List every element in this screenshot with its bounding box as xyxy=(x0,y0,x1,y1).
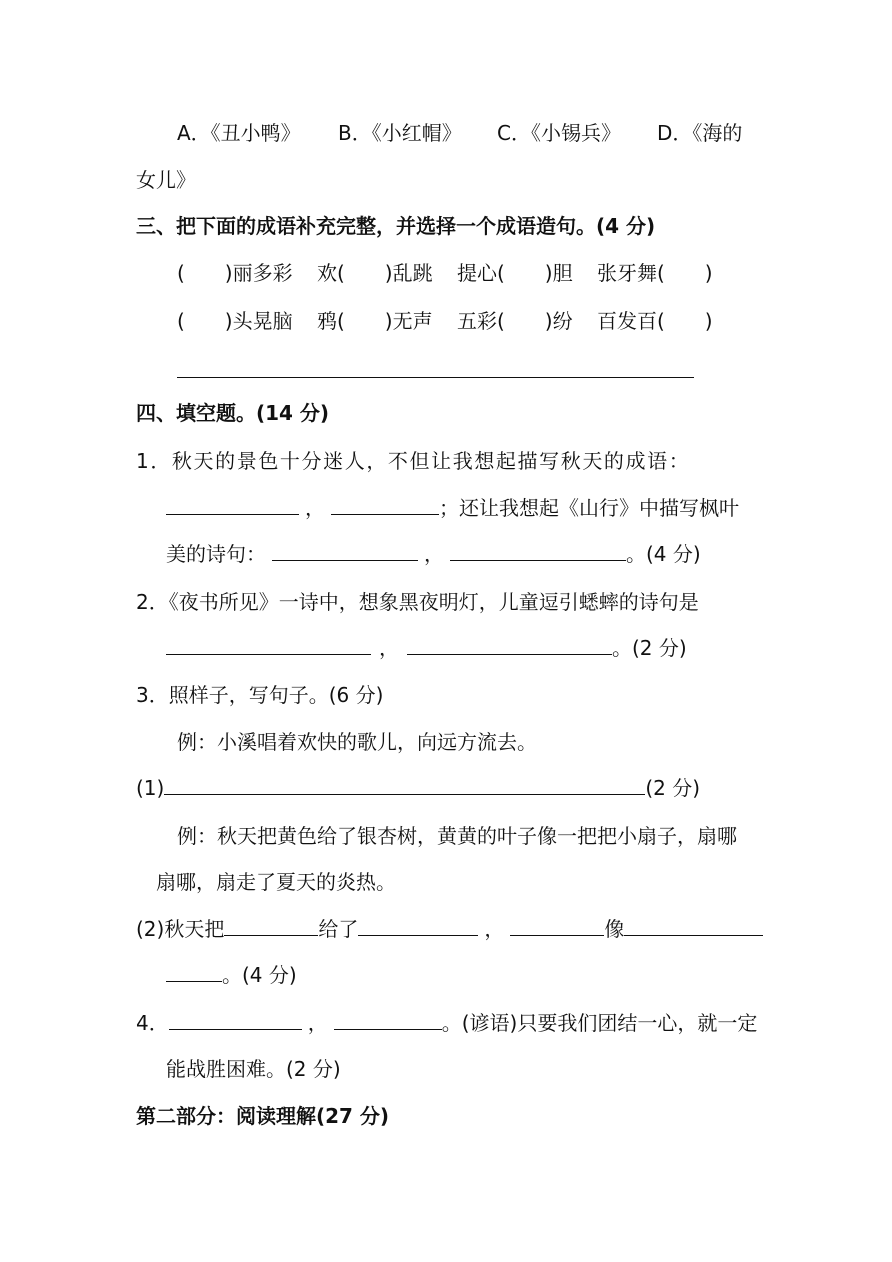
q3-part-1-head: (1) xyxy=(136,776,165,800)
q2-blank-1[interactable] xyxy=(166,634,371,655)
q1-blank-2[interactable] xyxy=(331,494,439,515)
q1-line3-head: 美的诗句： xyxy=(166,542,266,566)
part2-heading: 第二部分：阅读理解(27 分) xyxy=(136,1104,390,1128)
q3-part-2-blank-2[interactable] xyxy=(358,915,478,936)
q3-part-2 xyxy=(136,915,763,943)
option-b: B．《小红帽》 xyxy=(338,121,462,145)
q3-example-2-line-2: 扇哪，扇走了夏天的炎热。 xyxy=(156,870,396,894)
q4-tail: 。(谚语)只要我们团结一心，就一定 xyxy=(441,1011,758,1035)
q4-blank-2[interactable] xyxy=(334,1009,442,1030)
q3-part-2-line-2 xyxy=(166,961,297,989)
q3-part-2-mid1: 给了 xyxy=(318,917,359,941)
idiom-1-3: 提心( )胆 xyxy=(457,261,573,285)
q3-part-1-blank[interactable] xyxy=(164,774,645,795)
q1-comma: ， xyxy=(305,496,325,520)
q3-part-1 xyxy=(136,774,700,802)
idiom-2-3: 五彩( )纷 xyxy=(457,309,573,333)
q4-blank-1[interactable] xyxy=(169,1009,302,1030)
q1-blank-1[interactable] xyxy=(166,494,299,515)
section3-heading: 三、把下面的成语补充完整，并选择一个成语造句。(4 分) xyxy=(136,214,656,238)
option-d-continued: 女儿》 xyxy=(136,168,196,192)
q1-line2-tail: ；还让我想起《山行》中描写枫叶 xyxy=(439,496,739,520)
q1-comma-2: ， xyxy=(424,542,444,566)
option-c: C．《小锡兵》 xyxy=(497,121,621,145)
idiom-2-2: 鸦( )无声 xyxy=(317,309,433,333)
idiom-1-1: ( )丽多彩 xyxy=(177,261,293,285)
q4-comma: ， xyxy=(307,1011,328,1035)
q1-line2 xyxy=(166,494,739,522)
idiom-1-2: 欢( )乱跳 xyxy=(317,261,433,285)
q3-part-2-mid2: 像 xyxy=(604,917,625,941)
q1-text: 1．秋天的景色十分迷人，不但让我想起描写秋天的成语： xyxy=(136,449,691,473)
q2-text: 2．《夜书所见》一诗中，想象黑夜明灯，儿童逗引蟋蟀的诗句是 xyxy=(136,590,699,614)
q4-line2: 能战胜困难。(2 分) xyxy=(166,1057,341,1081)
option-a: A．《丑小鸭》 xyxy=(177,121,301,145)
idiom-2-4: 百发百( ) xyxy=(597,309,713,333)
q3-part-1-tail: (2 分) xyxy=(645,776,701,800)
q1-line3-tail: 。(4 分) xyxy=(626,542,701,566)
q3-example-2-line-1: 例：秋天把黄色给了银杏树，黄黄的叶子像一把把小扇子，扇哪 xyxy=(177,824,737,848)
q3-part-2-tail: 。(4 分) xyxy=(222,963,297,987)
q3-part-2-blank-4[interactable] xyxy=(624,915,763,936)
q3-part-2-blank-3[interactable] xyxy=(510,915,604,936)
q1-blank-4[interactable] xyxy=(450,540,626,561)
q1-line3 xyxy=(166,540,701,568)
q1-blank-3[interactable] xyxy=(272,540,418,561)
section4-heading: 四、填空题。(14 分) xyxy=(136,401,330,425)
idiom-1-4: 张牙舞( ) xyxy=(597,261,713,285)
q3-heading: 3．照样子，写句子。(6 分) xyxy=(136,683,384,707)
q3-part-2-blank-1[interactable] xyxy=(224,915,318,936)
q2-tail: 。(2 分) xyxy=(612,636,687,660)
option-d: D．《海的 xyxy=(657,121,743,145)
idiom-2-1: ( )头晃脑 xyxy=(177,309,293,333)
q3-example-1: 例：小溪唱着欢快的歌儿，向远方流去。 xyxy=(177,730,537,754)
q2-line2 xyxy=(166,634,687,662)
q3-part-2-head: (2)秋天把 xyxy=(136,917,225,941)
q3-part-2-blank-5[interactable] xyxy=(166,961,222,982)
sentence-answer-line[interactable] xyxy=(177,377,694,378)
q4-line1 xyxy=(136,1009,757,1037)
q2-comma: ， xyxy=(379,636,399,660)
q2-blank-2[interactable] xyxy=(407,634,612,655)
q3-part-2-comma: ， xyxy=(484,917,505,941)
q4-head: 4． xyxy=(136,1011,169,1035)
